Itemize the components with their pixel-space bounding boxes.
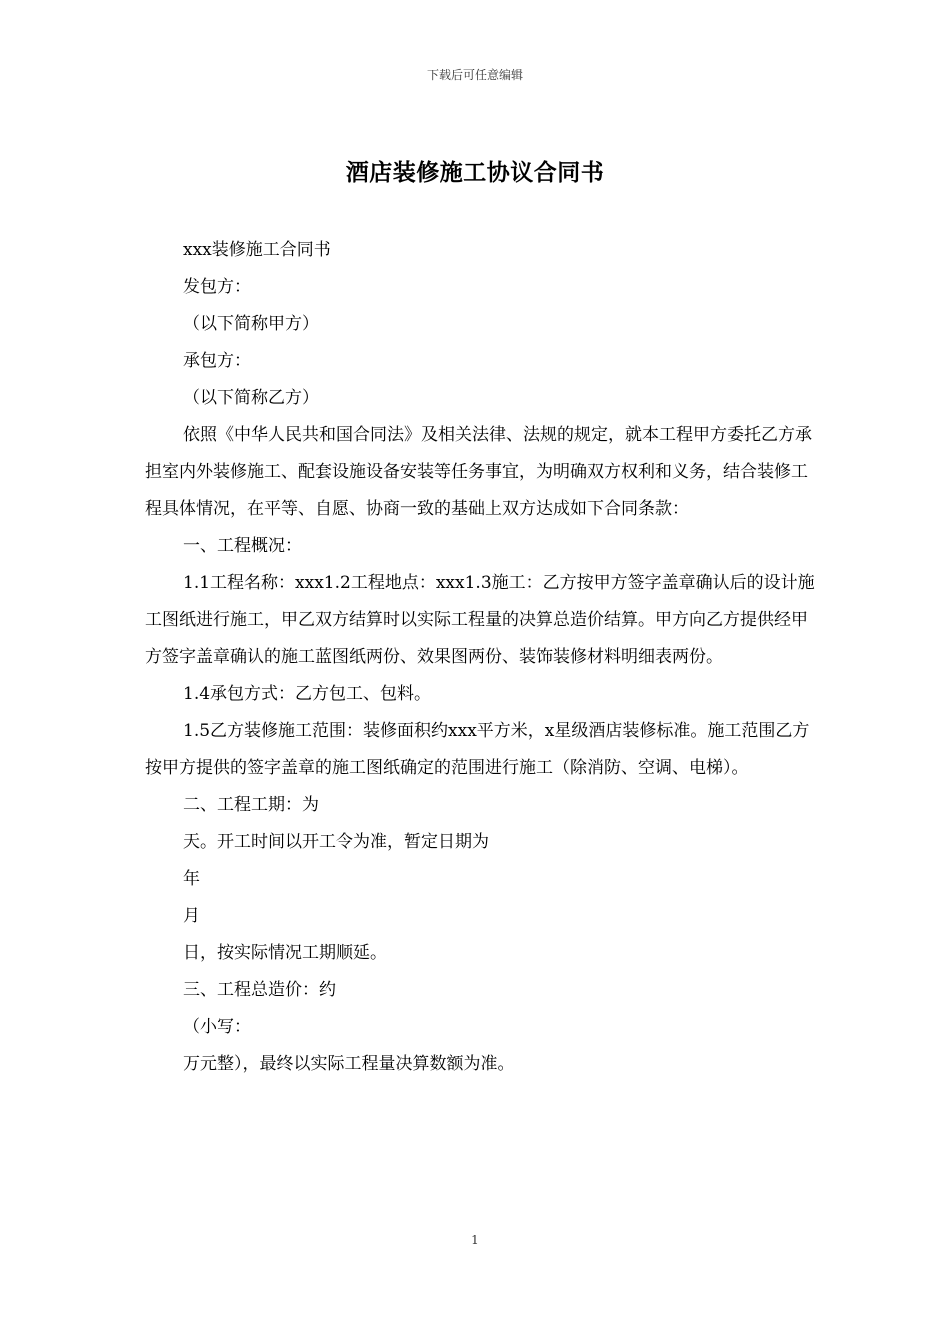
page-header: 下载后可任意编辑 <box>426 68 523 82</box>
paragraph-contractor-alias: （以下简称乙方） <box>183 388 319 408</box>
paragraph-day: 日，按实际情况工期顺延。 <box>183 943 387 963</box>
paragraph-preamble: 依照《中华人民共和国合同法》及相关法律、法规的规定，就本工程甲方委托乙方承担室内外装修施工、配套设施设备安装等任务事宜，为明确双方权利和义务，结合装修工程具体情况，在平等、自愿、协商一致的基础上双方达成如下合同条款： <box>145 425 812 519</box>
page-number: 1 <box>471 1233 479 1247</box>
section-heading-duration: 二、工程工期：为 <box>183 795 319 815</box>
paragraph-month: 月 <box>183 906 200 926</box>
paragraph-project-info: 1.1工程名称：xxx1.2工程地点：xxx1.3施工：乙方按甲方签字盖章确认后的设计施工图纸进行施工，甲乙双方结算时以实际工程量的决算总造价结算。甲方向乙方提供经甲方签字盖章确认的施工蓝图纸两份、效果图两份、装饰装修材料明细表两份。 <box>145 573 815 667</box>
section-heading-overview: 一、工程概况： <box>183 536 302 556</box>
paragraph-employer-alias: （以下简称甲方） <box>183 314 319 334</box>
paragraph-contract-mode: 1.4承包方式：乙方包工、包料。 <box>183 684 432 704</box>
paragraph-cost-final: 万元整），最终以实际工程量决算数额为准。 <box>183 1054 515 1074</box>
section-heading-cost: 三、工程总造价：约 <box>183 980 336 1000</box>
paragraph-scope: 1.5乙方装修施工范围：装修面积约xxx平方米，x星级酒店装修标准。施工范围乙方按甲方提供的签字盖章的施工图纸确定的范围进行施工（除消防、空调、电梯）。 <box>145 721 810 778</box>
document-body <box>145 232 817 1083</box>
paragraph-year: 年 <box>183 869 200 889</box>
document-title: 酒店装修施工协议合同书 <box>345 159 605 186</box>
paragraph-contract-name: xxx装修施工合同书 <box>183 240 331 260</box>
paragraph-start-time: 天。开工时间以开工令为准，暂定日期为 <box>183 832 489 852</box>
paragraph-employer: 发包方： <box>183 277 251 297</box>
paragraph-cost-lowercase: （小写： <box>183 1017 251 1037</box>
paragraph-contractor: 承包方： <box>183 351 251 371</box>
